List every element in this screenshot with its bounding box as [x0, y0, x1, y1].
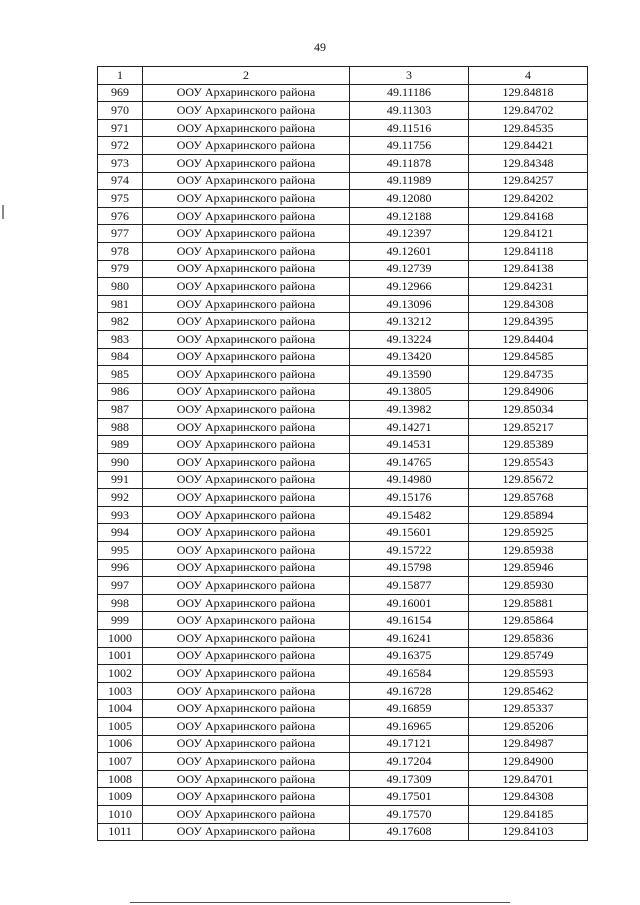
row-number: 987: [98, 401, 143, 419]
latitude-cell: 49.11516: [350, 119, 469, 137]
organization-cell: ООУ Архаринского района: [143, 735, 350, 753]
latitude-cell: 49.12966: [350, 278, 469, 296]
row-number: 988: [98, 418, 143, 436]
organization-cell: ООУ Архаринского района: [143, 753, 350, 771]
longitude-cell: 129.84231: [469, 278, 588, 296]
organization-cell: ООУ Архаринского района: [143, 454, 350, 472]
row-number: 1005: [98, 717, 143, 735]
row-number: 973: [98, 154, 143, 172]
organization-cell: ООУ Архаринского района: [143, 260, 350, 278]
longitude-cell: 129.84395: [469, 313, 588, 331]
latitude-cell: 49.15877: [350, 577, 469, 595]
row-number: 979: [98, 260, 143, 278]
latitude-cell: 49.17309: [350, 770, 469, 788]
row-number: 970: [98, 102, 143, 120]
longitude-cell: 129.84735: [469, 366, 588, 384]
table-row: [98, 559, 588, 577]
table-row: [98, 717, 588, 735]
table-row: [98, 330, 588, 348]
latitude-cell: 49.17204: [350, 753, 469, 771]
table-row: [98, 418, 588, 436]
longitude-cell: 129.85672: [469, 471, 588, 489]
longitude-cell: 129.85938: [469, 542, 588, 560]
row-number: 999: [98, 612, 143, 630]
organization-cell: ООУ Архаринского района: [143, 489, 350, 507]
latitude-cell: 49.12397: [350, 225, 469, 243]
longitude-cell: 129.84185: [469, 805, 588, 823]
table-row: [98, 612, 588, 630]
organization-cell: ООУ Архаринского района: [143, 717, 350, 735]
latitude-cell: 49.14531: [350, 436, 469, 454]
organization-cell: ООУ Архаринского района: [143, 436, 350, 454]
organization-cell: ООУ Архаринского района: [143, 788, 350, 806]
latitude-cell: 49.12739: [350, 260, 469, 278]
table-row: [98, 137, 588, 155]
longitude-cell: 129.85389: [469, 436, 588, 454]
organization-cell: ООУ Архаринского района: [143, 647, 350, 665]
row-number: 1009: [98, 788, 143, 806]
row-number: 998: [98, 594, 143, 612]
row-number: 981: [98, 295, 143, 313]
organization-cell: ООУ Архаринского района: [143, 102, 350, 120]
longitude-cell: 129.84121: [469, 225, 588, 243]
coordinates-table: [97, 66, 588, 841]
table-row: [98, 524, 588, 542]
latitude-cell: 49.15482: [350, 506, 469, 524]
margin-mark: [2, 205, 4, 219]
table-row: [98, 366, 588, 384]
organization-cell: ООУ Архаринского района: [143, 823, 350, 841]
longitude-cell: 129.84308: [469, 295, 588, 313]
organization-cell: ООУ Архаринского района: [143, 524, 350, 542]
latitude-cell: 49.14271: [350, 418, 469, 436]
table-row: [98, 260, 588, 278]
table-row: [98, 770, 588, 788]
longitude-cell: 129.85337: [469, 700, 588, 718]
latitude-cell: 49.11878: [350, 154, 469, 172]
organization-cell: ООУ Архаринского района: [143, 366, 350, 384]
longitude-cell: 129.85881: [469, 594, 588, 612]
row-number: 982: [98, 313, 143, 331]
longitude-cell: 129.85462: [469, 682, 588, 700]
row-number: 984: [98, 348, 143, 366]
longitude-cell: 129.85749: [469, 647, 588, 665]
longitude-cell: 129.85864: [469, 612, 588, 630]
table-row: [98, 278, 588, 296]
latitude-cell: 49.16241: [350, 630, 469, 648]
row-number: 985: [98, 366, 143, 384]
latitude-cell: 49.16001: [350, 594, 469, 612]
longitude-cell: 129.85930: [469, 577, 588, 595]
row-number: 1001: [98, 647, 143, 665]
longitude-cell: 129.85768: [469, 489, 588, 507]
latitude-cell: 49.13212: [350, 313, 469, 331]
longitude-cell: 129.84818: [469, 84, 588, 102]
latitude-cell: 49.13224: [350, 330, 469, 348]
longitude-cell: 129.84202: [469, 190, 588, 208]
row-number: 1000: [98, 630, 143, 648]
row-number: 994: [98, 524, 143, 542]
longitude-cell: 129.84118: [469, 242, 588, 260]
table-row: [98, 295, 588, 313]
table-row: [98, 119, 588, 137]
table-header-row: [98, 67, 588, 85]
organization-cell: ООУ Архаринского района: [143, 542, 350, 560]
organization-cell: ООУ Архаринского района: [143, 383, 350, 401]
latitude-cell: 49.13590: [350, 366, 469, 384]
latitude-cell: 49.17501: [350, 788, 469, 806]
latitude-cell: 49.13096: [350, 295, 469, 313]
latitude-cell: 49.17121: [350, 735, 469, 753]
table-row: [98, 172, 588, 190]
latitude-cell: 49.12188: [350, 207, 469, 225]
row-number: 1004: [98, 700, 143, 718]
latitude-cell: 49.16965: [350, 717, 469, 735]
table-row: [98, 506, 588, 524]
latitude-cell: 49.11186: [350, 84, 469, 102]
longitude-cell: 129.84701: [469, 770, 588, 788]
row-number: 1003: [98, 682, 143, 700]
latitude-cell: 49.12601: [350, 242, 469, 260]
table-body: [98, 84, 588, 841]
latitude-cell: 49.15798: [350, 559, 469, 577]
table-row: [98, 454, 588, 472]
table-row: [98, 788, 588, 806]
row-number: 980: [98, 278, 143, 296]
header-col-3: 3: [350, 67, 469, 85]
table-row: [98, 805, 588, 823]
row-number: 995: [98, 542, 143, 560]
organization-cell: ООУ Архаринского района: [143, 630, 350, 648]
table-row: [98, 542, 588, 560]
row-number: 971: [98, 119, 143, 137]
table-row: [98, 753, 588, 771]
table-row: [98, 647, 588, 665]
header-col-4: 4: [469, 67, 588, 85]
latitude-cell: 49.14765: [350, 454, 469, 472]
latitude-cell: 49.12080: [350, 190, 469, 208]
organization-cell: ООУ Архаринского района: [143, 471, 350, 489]
row-number: 1008: [98, 770, 143, 788]
row-number: 972: [98, 137, 143, 155]
organization-cell: ООУ Архаринского района: [143, 330, 350, 348]
row-number: 986: [98, 383, 143, 401]
bottom-rule: [130, 902, 510, 903]
row-number: 1002: [98, 665, 143, 683]
table-row: [98, 594, 588, 612]
organization-cell: ООУ Архаринского района: [143, 154, 350, 172]
longitude-cell: 129.85593: [469, 665, 588, 683]
table-row: [98, 242, 588, 260]
row-number: 969: [98, 84, 143, 102]
row-number: 976: [98, 207, 143, 225]
table-row: [98, 489, 588, 507]
row-number: 991: [98, 471, 143, 489]
longitude-cell: 129.85946: [469, 559, 588, 577]
table-row: [98, 84, 588, 102]
latitude-cell: 49.16728: [350, 682, 469, 700]
longitude-cell: 129.84308: [469, 788, 588, 806]
longitude-cell: 129.85925: [469, 524, 588, 542]
latitude-cell: 49.13420: [350, 348, 469, 366]
organization-cell: ООУ Архаринского района: [143, 242, 350, 260]
table-row: [98, 313, 588, 331]
longitude-cell: 129.84702: [469, 102, 588, 120]
table-row: [98, 190, 588, 208]
longitude-cell: 129.84257: [469, 172, 588, 190]
latitude-cell: 49.15722: [350, 542, 469, 560]
organization-cell: ООУ Архаринского района: [143, 612, 350, 630]
latitude-cell: 49.16859: [350, 700, 469, 718]
organization-cell: ООУ Архаринского района: [143, 805, 350, 823]
organization-cell: ООУ Архаринского района: [143, 577, 350, 595]
organization-cell: ООУ Архаринского района: [143, 665, 350, 683]
row-number: 983: [98, 330, 143, 348]
latitude-cell: 49.16584: [350, 665, 469, 683]
table-row: [98, 700, 588, 718]
row-number: 990: [98, 454, 143, 472]
table-row: [98, 471, 588, 489]
row-number: 1006: [98, 735, 143, 753]
latitude-cell: 49.13805: [350, 383, 469, 401]
page-number: 49: [314, 40, 326, 54]
longitude-cell: 129.84585: [469, 348, 588, 366]
row-number: 1011: [98, 823, 143, 841]
latitude-cell: 49.17570: [350, 805, 469, 823]
latitude-cell: 49.16375: [350, 647, 469, 665]
table-row: [98, 436, 588, 454]
row-number: 1010: [98, 805, 143, 823]
organization-cell: ООУ Архаринского района: [143, 401, 350, 419]
longitude-cell: 129.85836: [469, 630, 588, 648]
organization-cell: ООУ Архаринского района: [143, 418, 350, 436]
table-row: [98, 102, 588, 120]
latitude-cell: 49.15176: [350, 489, 469, 507]
organization-cell: ООУ Архаринского района: [143, 207, 350, 225]
longitude-cell: 129.85543: [469, 454, 588, 472]
latitude-cell: 49.11303: [350, 102, 469, 120]
header-col-2: 2: [143, 67, 350, 85]
longitude-cell: 129.84535: [469, 119, 588, 137]
organization-cell: ООУ Архаринского района: [143, 295, 350, 313]
latitude-cell: 49.14980: [350, 471, 469, 489]
table-row: [98, 348, 588, 366]
table-row: [98, 735, 588, 753]
organization-cell: ООУ Архаринского района: [143, 190, 350, 208]
organization-cell: ООУ Архаринского района: [143, 119, 350, 137]
longitude-cell: 129.84404: [469, 330, 588, 348]
table-row: [98, 665, 588, 683]
latitude-cell: 49.13982: [350, 401, 469, 419]
organization-cell: ООУ Архаринского района: [143, 700, 350, 718]
row-number: 978: [98, 242, 143, 260]
table-row: [98, 225, 588, 243]
organization-cell: ООУ Архаринского района: [143, 313, 350, 331]
latitude-cell: 49.16154: [350, 612, 469, 630]
row-number: 992: [98, 489, 143, 507]
longitude-cell: 129.84906: [469, 383, 588, 401]
organization-cell: ООУ Архаринского района: [143, 172, 350, 190]
longitude-cell: 129.85894: [469, 506, 588, 524]
row-number: 975: [98, 190, 143, 208]
organization-cell: ООУ Архаринского района: [143, 682, 350, 700]
organization-cell: ООУ Архаринского района: [143, 559, 350, 577]
organization-cell: ООУ Архаринского района: [143, 506, 350, 524]
organization-cell: ООУ Архаринского района: [143, 770, 350, 788]
table-row: [98, 682, 588, 700]
latitude-cell: 49.17608: [350, 823, 469, 841]
organization-cell: ООУ Архаринского района: [143, 348, 350, 366]
organization-cell: ООУ Архаринского района: [143, 594, 350, 612]
row-number: 996: [98, 559, 143, 577]
row-number: 993: [98, 506, 143, 524]
row-number: 997: [98, 577, 143, 595]
organization-cell: ООУ Архаринского района: [143, 225, 350, 243]
longitude-cell: 129.84103: [469, 823, 588, 841]
longitude-cell: 129.84168: [469, 207, 588, 225]
organization-cell: ООУ Архаринского района: [143, 278, 350, 296]
latitude-cell: 49.11989: [350, 172, 469, 190]
longitude-cell: 129.85034: [469, 401, 588, 419]
table-row: [98, 577, 588, 595]
row-number: 977: [98, 225, 143, 243]
row-number: 1007: [98, 753, 143, 771]
latitude-cell: 49.15601: [350, 524, 469, 542]
table-row: [98, 401, 588, 419]
table-row: [98, 154, 588, 172]
organization-cell: ООУ Архаринского района: [143, 84, 350, 102]
header-col-1: 1: [98, 67, 143, 85]
row-number: 989: [98, 436, 143, 454]
table-row: [98, 207, 588, 225]
row-number: 974: [98, 172, 143, 190]
longitude-cell: 129.84900: [469, 753, 588, 771]
longitude-cell: 129.85206: [469, 717, 588, 735]
longitude-cell: 129.85217: [469, 418, 588, 436]
longitude-cell: 129.84421: [469, 137, 588, 155]
table-row: [98, 383, 588, 401]
longitude-cell: 129.84987: [469, 735, 588, 753]
table-row: [98, 630, 588, 648]
longitude-cell: 129.84138: [469, 260, 588, 278]
organization-cell: ООУ Архаринского района: [143, 137, 350, 155]
longitude-cell: 129.84348: [469, 154, 588, 172]
latitude-cell: 49.11756: [350, 137, 469, 155]
table-row: [98, 823, 588, 841]
